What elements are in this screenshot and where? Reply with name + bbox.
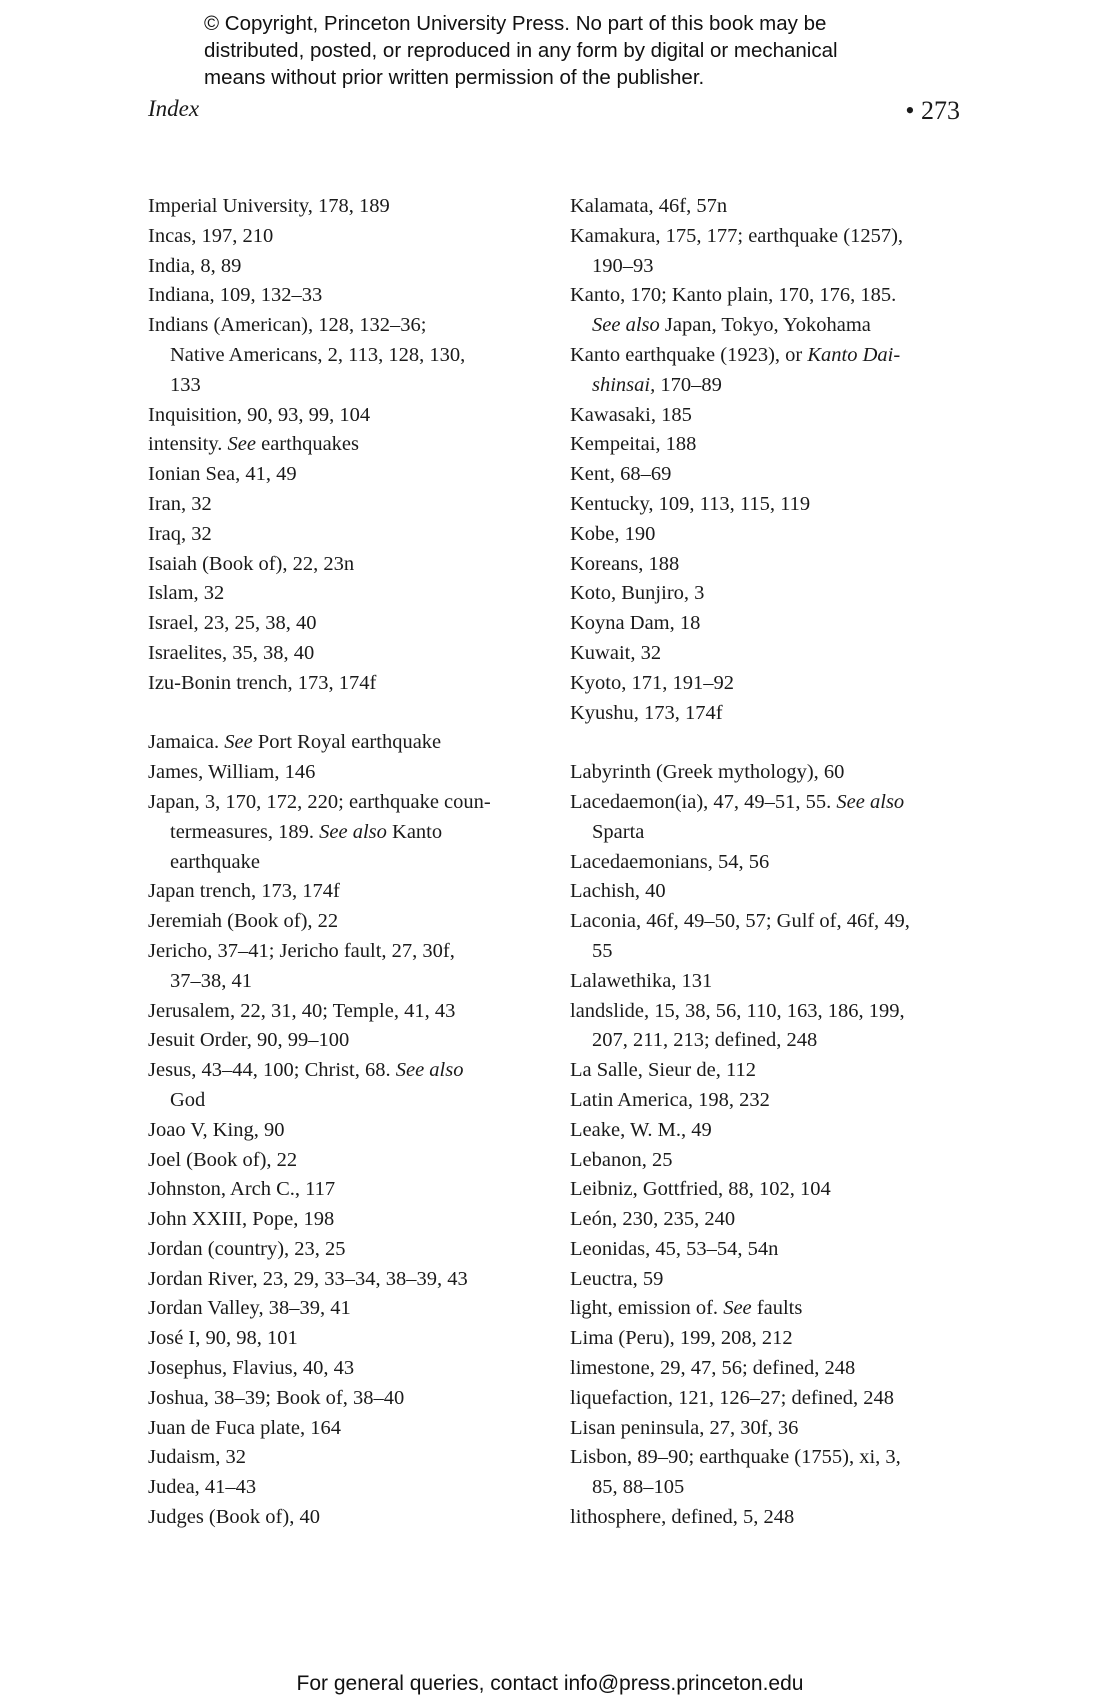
entry-text: Judges (Book of), 40 — [148, 1506, 320, 1529]
running-head — [148, 96, 960, 130]
entry-text: Josephus, Flavius, 40, 43 — [148, 1357, 355, 1380]
index-entry — [148, 758, 548, 788]
entry-text: Leonidas, 45, 53–54, 54n — [570, 1237, 779, 1260]
entry-text: Kobe, 190 — [570, 522, 656, 545]
entry-text: landslide, 15, 38, 56, 110, 163, 186, 199, — [570, 999, 905, 1022]
entry-text: Kempeitai, 188 — [570, 433, 697, 456]
index-entry — [570, 1265, 962, 1295]
entry-text: León, 230, 235, 240 — [570, 1208, 736, 1231]
entry-text: Iraq, 32 — [148, 522, 212, 545]
index-entry-continuation — [592, 252, 962, 282]
index-entry — [148, 937, 548, 967]
entry-text: earthquake — [170, 850, 260, 873]
index-entry — [148, 192, 548, 222]
index-entry — [148, 639, 548, 669]
index-entry — [570, 1354, 962, 1384]
entry-text: 55 — [592, 939, 613, 962]
index-entry — [570, 1384, 962, 1414]
entry-text: Japan trench, 173, 174f — [148, 880, 340, 903]
index-entry — [148, 1294, 548, 1324]
index-entry — [570, 1443, 962, 1473]
entry-text: Indiana, 109, 132–33 — [148, 284, 323, 307]
index-entry — [570, 1503, 962, 1533]
index-entry — [570, 281, 962, 311]
index-entry — [570, 1324, 962, 1354]
entry-text: Kentucky, 109, 113, 115, 119 — [570, 492, 811, 515]
entry-text: La Salle, Sieur de, 112 — [570, 1059, 756, 1082]
footer-contact: For general queries, contact info@press.princeton.edu — [296, 1672, 804, 1695]
index-entry — [148, 1354, 548, 1384]
entry-text: light, emission of. — [570, 1297, 724, 1320]
copyright-notice — [204, 10, 964, 91]
index-entry — [148, 401, 548, 431]
index-entry-continuation — [170, 967, 548, 997]
index-entry — [148, 1384, 548, 1414]
index-entry-continuation — [170, 341, 548, 371]
entry-text: Joshua, 38–39; Book of, 38–40 — [148, 1386, 405, 1409]
cross-reference: See — [723, 1297, 752, 1320]
index-entry — [570, 460, 962, 490]
index-entry — [148, 1324, 548, 1354]
index-entry — [570, 550, 962, 580]
entry-text: Lacedaemonians, 54, 56 — [570, 850, 770, 873]
entry-text: John XXIII, Pope, 198 — [148, 1208, 335, 1231]
cross-reference: shinsai, — [592, 373, 656, 396]
index-entry — [148, 1235, 548, 1265]
index-entry — [570, 1414, 962, 1444]
index-entry — [570, 609, 962, 639]
index-entry — [148, 609, 548, 639]
index-entry — [148, 1205, 548, 1235]
entry-text: Indians (American), 128, 132–36; — [148, 314, 427, 337]
entry-text: limestone, 29, 47, 56; defined, 248 — [570, 1357, 856, 1380]
entry-text: Jesuit Order, 90, 99–100 — [148, 1029, 350, 1052]
entry-text: Incas, 197, 210 — [148, 224, 274, 247]
index-entry — [570, 848, 962, 878]
index-column-right — [570, 192, 962, 1533]
index-entry-continuation — [592, 1026, 962, 1056]
entry-text: Sparta — [592, 820, 645, 843]
entry-text: Koyna Dam, 18 — [570, 612, 701, 635]
entry-text: Jericho, 37–41; Jericho fault, 27, 30f, — [148, 939, 455, 962]
entry-text: Judea, 41–43 — [148, 1476, 257, 1499]
entry-text: Jesus, 43–44, 100; Christ, 68. — [148, 1059, 396, 1082]
index-entry — [570, 758, 962, 788]
entry-text: Imperial University, 178, 189 — [148, 195, 390, 217]
entry-text: Kyoto, 171, 191–92 — [570, 671, 734, 694]
cross-reference: See also — [592, 314, 660, 337]
entry-text: Latin America, 198, 232 — [570, 1088, 770, 1111]
entry-text: Leibniz, Gottfried, 88, 102, 104 — [570, 1178, 831, 1201]
page-number: • 273 — [905, 96, 960, 125]
entry-text: Jerusalem, 22, 31, 40; Temple, 41, 43 — [148, 999, 456, 1022]
entry-text: Japan, Tokyo, Yokohama — [659, 314, 871, 337]
index-entry — [570, 1294, 962, 1324]
index-entry — [570, 520, 962, 550]
entry-text: Joao V, King, 90 — [148, 1118, 285, 1141]
index-entry-continuation — [170, 818, 548, 848]
entry-text: 170–89 — [655, 373, 722, 396]
entry-text: Kalamata, 46f, 57n — [570, 195, 728, 217]
index-entry — [148, 311, 548, 341]
entry-text: Kanto — [386, 820, 443, 843]
index-entry — [148, 430, 548, 460]
section-title: Index — [148, 96, 200, 121]
entry-text: termeasures, 189. — [170, 820, 320, 843]
index-entry-continuation — [592, 311, 962, 341]
index-entry — [148, 1056, 548, 1086]
index-entry — [148, 550, 548, 580]
entry-text: India, 8, 89 — [148, 254, 242, 277]
entry-text: Jeremiah (Book of), 22 — [148, 910, 339, 933]
index-entry — [570, 1175, 962, 1205]
entry-text: Native Americans, 2, 113, 128, 130, — [170, 343, 466, 366]
entry-text: Johnston, Arch C., 117 — [148, 1178, 336, 1201]
entry-text: Kamakura, 175, 177; earthquake (1257), — [570, 224, 904, 247]
index-entry — [570, 669, 962, 699]
entry-text: Israel, 23, 25, 38, 40 — [148, 612, 317, 635]
entry-text: Lachish, 40 — [570, 880, 666, 903]
entry-text: Lisan peninsula, 27, 30f, 36 — [570, 1416, 799, 1439]
index-entry — [570, 490, 962, 520]
entry-text: Kent, 68–69 — [570, 463, 672, 486]
index-entry-continuation — [592, 1473, 962, 1503]
index-entry — [148, 1443, 548, 1473]
cross-reference: See — [227, 433, 256, 456]
entry-text: Koreans, 188 — [570, 552, 680, 575]
entry-text: Port Royal earthquake — [252, 731, 442, 754]
entry-text: 133 — [170, 373, 201, 396]
copyright-line: means without prior written permission of the publisher. — [204, 66, 705, 89]
index-entry — [148, 252, 548, 282]
entry-text: Leake, W. M., 49 — [570, 1118, 712, 1141]
entry-text: Lalawethika, 131 — [570, 969, 713, 992]
entry-text: Isaiah (Book of), 22, 23n — [148, 552, 355, 575]
index-entry — [148, 1473, 548, 1503]
cross-reference: Kanto Dai- — [807, 343, 901, 366]
index-entry — [570, 1086, 962, 1116]
entry-text: Jamaica. — [148, 731, 225, 754]
copyright-line: © Copyright, Princeton University Press. No part of this book may be — [204, 12, 827, 35]
index-entry — [570, 192, 962, 222]
entry-text: 190–93 — [592, 254, 654, 277]
index-entry — [570, 1056, 962, 1086]
index-entry — [148, 1175, 548, 1205]
index-entry — [148, 997, 548, 1027]
index-entry — [570, 579, 962, 609]
entry-text: Leuctra, 59 — [570, 1267, 664, 1290]
index-entry — [148, 877, 548, 907]
index-entry — [148, 520, 548, 550]
entry-text: Islam, 32 — [148, 582, 225, 605]
entry-text: 207, 211, 213; defined, 248 — [592, 1029, 818, 1052]
entry-text: Izu-Bonin trench, 173, 174f — [148, 671, 377, 694]
entry-text: Laconia, 46f, 49–50, 57; Gulf of, 46f, 49, — [570, 910, 910, 933]
index-entry — [148, 669, 548, 699]
index-entry — [148, 1503, 548, 1533]
entry-text: Israelites, 35, 38, 40 — [148, 641, 315, 664]
index-entry — [570, 401, 962, 431]
entry-text: Inquisition, 90, 93, 99, 104 — [148, 403, 371, 426]
entry-text: God — [170, 1088, 206, 1111]
cross-reference: See — [224, 731, 253, 754]
entry-text: lithosphere, defined, 5, 248 — [570, 1506, 795, 1529]
entry-text: Jordan Valley, 38–39, 41 — [148, 1297, 351, 1320]
entry-text: Lima (Peru), 199, 208, 212 — [570, 1327, 793, 1350]
index-entry — [570, 1116, 962, 1146]
entry-text: James, William, 146 — [148, 761, 316, 784]
index-entry — [148, 907, 548, 937]
entry-text: José I, 90, 98, 101 — [148, 1327, 298, 1350]
entry-text: Kawasaki, 185 — [570, 403, 692, 426]
entry-text: Juan de Fuca plate, 164 — [148, 1416, 341, 1439]
index-entry — [148, 1116, 548, 1146]
entry-text: Judaism, 32 — [148, 1446, 246, 1469]
entry-text: Labyrinth (Greek mythology), 60 — [570, 761, 845, 784]
entry-text: intensity. — [148, 433, 228, 456]
entry-text: Kyushu, 173, 174f — [570, 701, 723, 724]
index-entry-continuation — [170, 848, 548, 878]
index-entry — [570, 877, 962, 907]
index-entry — [570, 639, 962, 669]
entry-text: Ionian Sea, 41, 49 — [148, 463, 297, 486]
entry-text: liquefaction, 121, 126–27; defined, 248 — [570, 1386, 894, 1409]
index-entry-continuation — [170, 1086, 548, 1116]
entry-text: Japan, 3, 170, 172, 220; earthquake coun- — [148, 790, 491, 813]
index-entry — [148, 222, 548, 252]
index-entry-continuation — [592, 937, 962, 967]
entry-text: faults — [751, 1297, 803, 1320]
entry-text: Jordan River, 23, 29, 33–34, 38–39, 43 — [148, 1267, 468, 1290]
index-entry — [570, 907, 962, 937]
entry-text: Jordan (country), 23, 25 — [148, 1237, 346, 1260]
entry-text: Kuwait, 32 — [570, 641, 662, 664]
index-entry — [148, 728, 548, 758]
entry-text: Kanto, 170; Kanto plain, 170, 176, 185. — [570, 284, 897, 307]
entry-text: Lebanon, 25 — [570, 1148, 673, 1171]
entry-text: earthquakes — [255, 433, 360, 456]
index-entry — [148, 579, 548, 609]
index-entry — [570, 222, 962, 252]
cross-reference: See also — [395, 1059, 464, 1082]
index-entry — [570, 430, 962, 460]
entry-text: Kanto earthquake (1923), or — [570, 343, 808, 366]
index-entry — [570, 1146, 962, 1176]
cross-reference: See also — [319, 820, 387, 843]
entry-text: Iran, 32 — [148, 492, 212, 515]
index-entry — [148, 1026, 548, 1056]
index-entry — [570, 1235, 962, 1265]
index-entry — [148, 281, 548, 311]
entry-text: Lacedaemon(ia), 47, 49–51, 55. — [570, 790, 837, 813]
index-entry-continuation — [592, 818, 962, 848]
index-entry — [570, 699, 962, 729]
index-entry — [148, 1146, 548, 1176]
index-entry — [148, 1265, 548, 1295]
index-entry — [570, 997, 962, 1027]
index-entry — [148, 1414, 548, 1444]
index-column-left — [148, 192, 548, 1533]
index-entry — [570, 341, 962, 371]
index-entry-continuation — [592, 371, 962, 401]
entry-text: 85, 88–105 — [592, 1476, 685, 1499]
copyright-line: distributed, posted, or reproduced in any form by digital or mechanical — [204, 39, 838, 62]
index-entry — [570, 1205, 962, 1235]
entry-text: Lisbon, 89–90; earthquake (1755), xi, 3, — [570, 1446, 901, 1469]
index-entry — [570, 788, 962, 818]
entry-text: Joel (Book of), 22 — [148, 1148, 298, 1171]
index-entry-continuation — [170, 371, 548, 401]
entry-text: 37–38, 41 — [170, 969, 252, 992]
index-entry — [570, 967, 962, 997]
cross-reference: See also — [836, 790, 905, 813]
entry-text: Koto, Bunjiro, 3 — [570, 582, 705, 605]
index-entry — [148, 788, 548, 818]
index-entry — [148, 460, 548, 490]
index-entry — [148, 490, 548, 520]
